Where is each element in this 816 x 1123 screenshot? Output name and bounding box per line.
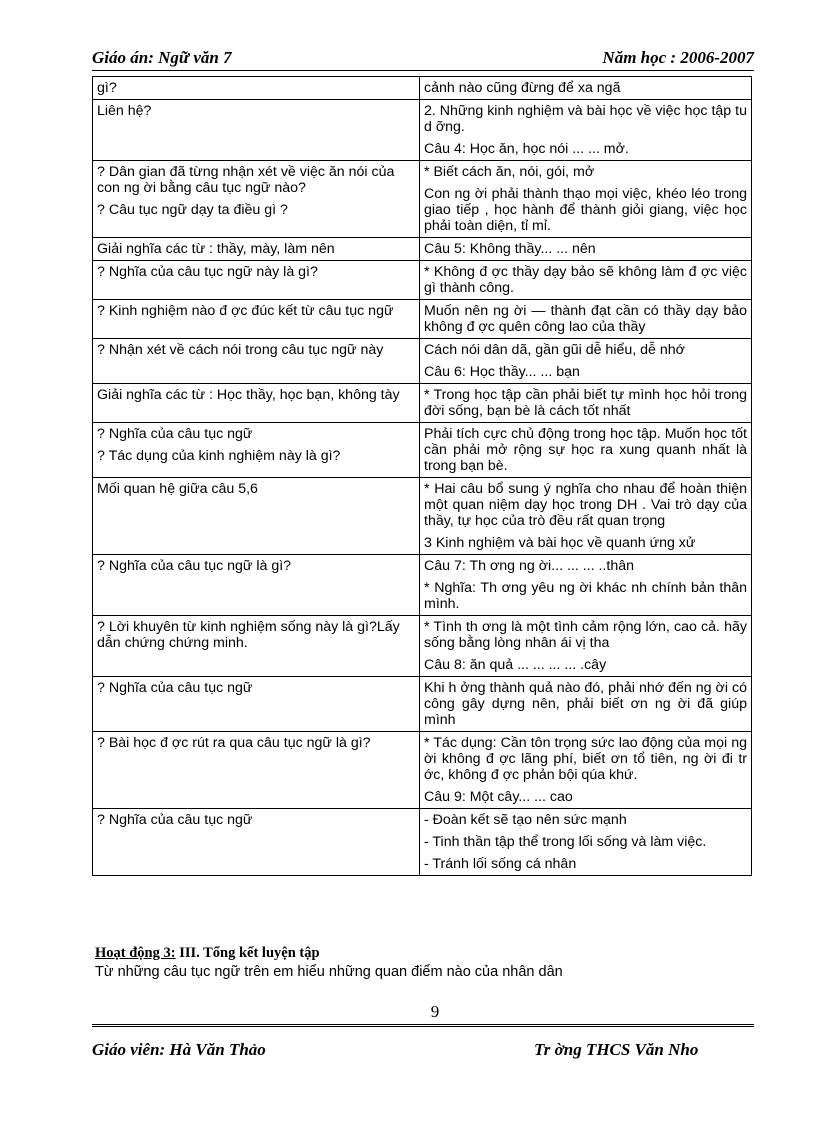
answer-cell bbox=[420, 732, 752, 809]
question-cell bbox=[93, 732, 420, 809]
answer-cell bbox=[420, 261, 752, 300]
question-text: ? Nghĩa của câu tục ngữ bbox=[97, 680, 253, 696]
answer-text: * Hai câu bổ sung ý nghĩa cho nhau để hoàn thiện một quan niệm dạy học trong DH . Vai trò dạy của thầy, tự học của trò đều rất quan trọng bbox=[424, 481, 747, 529]
answer-cell bbox=[420, 677, 752, 732]
question-text: gì? bbox=[97, 80, 117, 96]
answer-text: - Tránh lối sống cá nhân bbox=[424, 856, 577, 872]
question-text: ? Tác dụng của kinh nghiệm này là gì? bbox=[97, 448, 341, 464]
footer-teacher: Giáo viên: Hà Văn Thảo bbox=[92, 1040, 266, 1059]
answer-cell bbox=[420, 300, 752, 339]
table-row bbox=[93, 732, 752, 809]
answer-cell bbox=[420, 809, 752, 876]
question-text: Giải nghĩa các từ : Học thầy, học bạn, không tày bbox=[97, 387, 400, 403]
table-row bbox=[93, 238, 752, 261]
table-row bbox=[93, 555, 752, 616]
answer-text: Câu 5: Không thầy... ... nên bbox=[424, 241, 596, 257]
question-cell bbox=[93, 677, 420, 732]
page-number: 9 bbox=[430, 1002, 440, 1021]
answer-cell bbox=[420, 100, 752, 161]
answer-cell bbox=[420, 423, 752, 478]
answer-text: Câu 7: Th ơng ng ời... ... ... ..thân bbox=[424, 558, 634, 574]
answer-cell bbox=[420, 77, 752, 100]
question-cell bbox=[93, 423, 420, 478]
table-row bbox=[93, 100, 752, 161]
question-text: Giải nghĩa các từ : thầy, mày, làm nên bbox=[97, 241, 335, 257]
question-text: ? Nghĩa của câu tục ngữ bbox=[97, 812, 253, 828]
question-cell bbox=[93, 384, 420, 423]
table-row bbox=[93, 161, 752, 238]
activity-text: Từ những câu tục ngữ trên em hiểu những quan điểm nào của nhân dân bbox=[95, 964, 563, 980]
page-header bbox=[92, 48, 754, 70]
answer-text: 3 Kinh nghiệm và bài học về quanh ứng xử bbox=[424, 535, 696, 551]
answer-text: * Tình th ơng là một tình cảm rộng lớn, cao cả. hãy sống bằng lòng nhân ái vị tha bbox=[424, 619, 747, 651]
answer-cell bbox=[420, 384, 752, 423]
activity-label: Hoạt động 3: bbox=[95, 945, 176, 961]
table-row bbox=[93, 423, 752, 478]
question-text: ? Nghĩa của câu tục ngữ bbox=[97, 426, 253, 442]
question-cell bbox=[93, 238, 420, 261]
header-subject: Giáo án: Ngữ văn 7 bbox=[92, 48, 232, 67]
question-cell bbox=[93, 478, 420, 555]
question-text: ? Nghĩa của câu tục ngữ này là gì? bbox=[97, 264, 318, 280]
activity-title: III. Tổng kết luyện tập bbox=[175, 945, 320, 961]
question-cell bbox=[93, 161, 420, 238]
answer-text: Câu 9: Một cây... ... cao bbox=[424, 789, 573, 805]
table-row bbox=[93, 809, 752, 876]
answer-text: Câu 8: ăn quả ... ... ... ... .cây bbox=[424, 657, 607, 673]
answer-text: * Biết cách ăn, nói, gói, mở bbox=[424, 164, 595, 180]
header-school-year: Năm học : 2006-2007 bbox=[602, 48, 754, 67]
answer-text: * Trong học tập cần phải biết tự mình học hỏi trong đời sống, bạn bè là cách tốt nhất bbox=[424, 387, 747, 419]
answer-text: * Tác dụng: Cần tôn trọng sức lao động của mọi ng ời không đ ợc lãng phí, biết ơn tổ tiên, ng ời đi tr ớc, không đ ợc phản bội qúa khứ. bbox=[424, 735, 747, 783]
answer-cell bbox=[420, 478, 752, 555]
question-cell bbox=[93, 616, 420, 677]
table-row bbox=[93, 677, 752, 732]
footer-rule bbox=[92, 1024, 754, 1027]
answer-text: 2. Những kinh nghiệm và bài học về việc học tập tu d ỡng. bbox=[424, 103, 747, 135]
answer-text: Câu 4: Học ăn, học nói ... ... mở. bbox=[424, 141, 629, 157]
question-cell bbox=[93, 809, 420, 876]
answer-text: * Nghĩa: Th ơng yêu ng ời khác nh chính bản thân mình. bbox=[424, 580, 747, 612]
question-text: ? Lời khuyên từ kinh nghiệm sống này là gì?Lấy dẫn chứng chứng minh. bbox=[97, 619, 400, 651]
answer-text: - Đoàn kết sẽ tạo nên sức mạnh bbox=[424, 812, 627, 828]
answer-text: cảnh nào cũng đừng để xa ngã bbox=[424, 80, 621, 96]
question-text: ? Kinh nghiệm nào đ ợc đúc kết từ câu tục ngữ bbox=[97, 303, 394, 319]
activity-heading bbox=[95, 944, 755, 963]
question-cell bbox=[93, 555, 420, 616]
answer-cell bbox=[420, 616, 752, 677]
question-text: Liên hệ? bbox=[97, 103, 152, 119]
table-row bbox=[93, 478, 752, 555]
answer-text: Phải tích cực chủ động trong học tập. Muốn học tốt cần phải mở rộng sự học ra xung quanh nhất là trong bạn bè. bbox=[424, 426, 747, 474]
question-text: ? Bài học đ ợc rút ra qua câu tục ngữ là gì? bbox=[97, 735, 371, 751]
answer-text: Cách nói dân dã, gần gũi dễ hiểu, dễ nhớ bbox=[424, 342, 685, 358]
question-text: ? Dân gian đã từng nhận xét về việc ăn nói của con ng ời bằng câu tục ngữ nào? bbox=[97, 164, 395, 196]
table-row bbox=[93, 384, 752, 423]
lesson-table bbox=[92, 76, 752, 876]
question-text: Mối quan hệ giữa câu 5,6 bbox=[97, 481, 258, 497]
table-row bbox=[93, 339, 752, 384]
answer-cell bbox=[420, 161, 752, 238]
table-row bbox=[93, 616, 752, 677]
question-text: ? Nhận xét về cách nói trong câu tục ngữ này bbox=[97, 342, 384, 358]
footer-school: Tr ờng THCS Văn Nho bbox=[534, 1040, 699, 1059]
answer-cell bbox=[420, 339, 752, 384]
lesson-table-body bbox=[93, 77, 752, 876]
question-cell bbox=[93, 339, 420, 384]
question-cell bbox=[93, 300, 420, 339]
question-text: ? Nghĩa của câu tục ngữ là gì? bbox=[97, 558, 292, 574]
answer-text: - Tinh thần tập thể trong lối sống và làm việc. bbox=[424, 834, 707, 850]
question-cell bbox=[93, 77, 420, 100]
page-footer bbox=[92, 1040, 754, 1062]
answer-text: Con ng ời phải thành thạo mọi việc, khéo léo trong giao tiếp , học hành để thành giỏi giang, việc học phải toàn diện, tỉ mỉ. bbox=[424, 186, 747, 234]
table-row bbox=[93, 77, 752, 100]
answer-cell bbox=[420, 238, 752, 261]
answer-cell bbox=[420, 555, 752, 616]
table-row bbox=[93, 300, 752, 339]
answer-text: Muốn nên ng ời — thành đạt cần có thầy dạy bảo không đ ợc quên công lao của thầy bbox=[424, 303, 747, 335]
activity-section bbox=[95, 944, 755, 982]
answer-text: Khi h ởng thành quả nào đó, phải nhớ đến ng ời có công gây dựng nên, phải biết ơn ng ời đã giúp mình bbox=[424, 680, 747, 728]
question-cell bbox=[93, 100, 420, 161]
answer-text: * Không đ ợc thầy dạy bảo sẽ không làm đ ợc việc gì thành công. bbox=[424, 264, 747, 296]
question-cell bbox=[93, 261, 420, 300]
answer-text: Câu 6: Học thầy... ... bạn bbox=[424, 364, 580, 380]
header-rule bbox=[92, 70, 754, 71]
table-row bbox=[93, 261, 752, 300]
question-text: ? Câu tục ngữ dạy ta điều gì ? bbox=[97, 202, 288, 218]
